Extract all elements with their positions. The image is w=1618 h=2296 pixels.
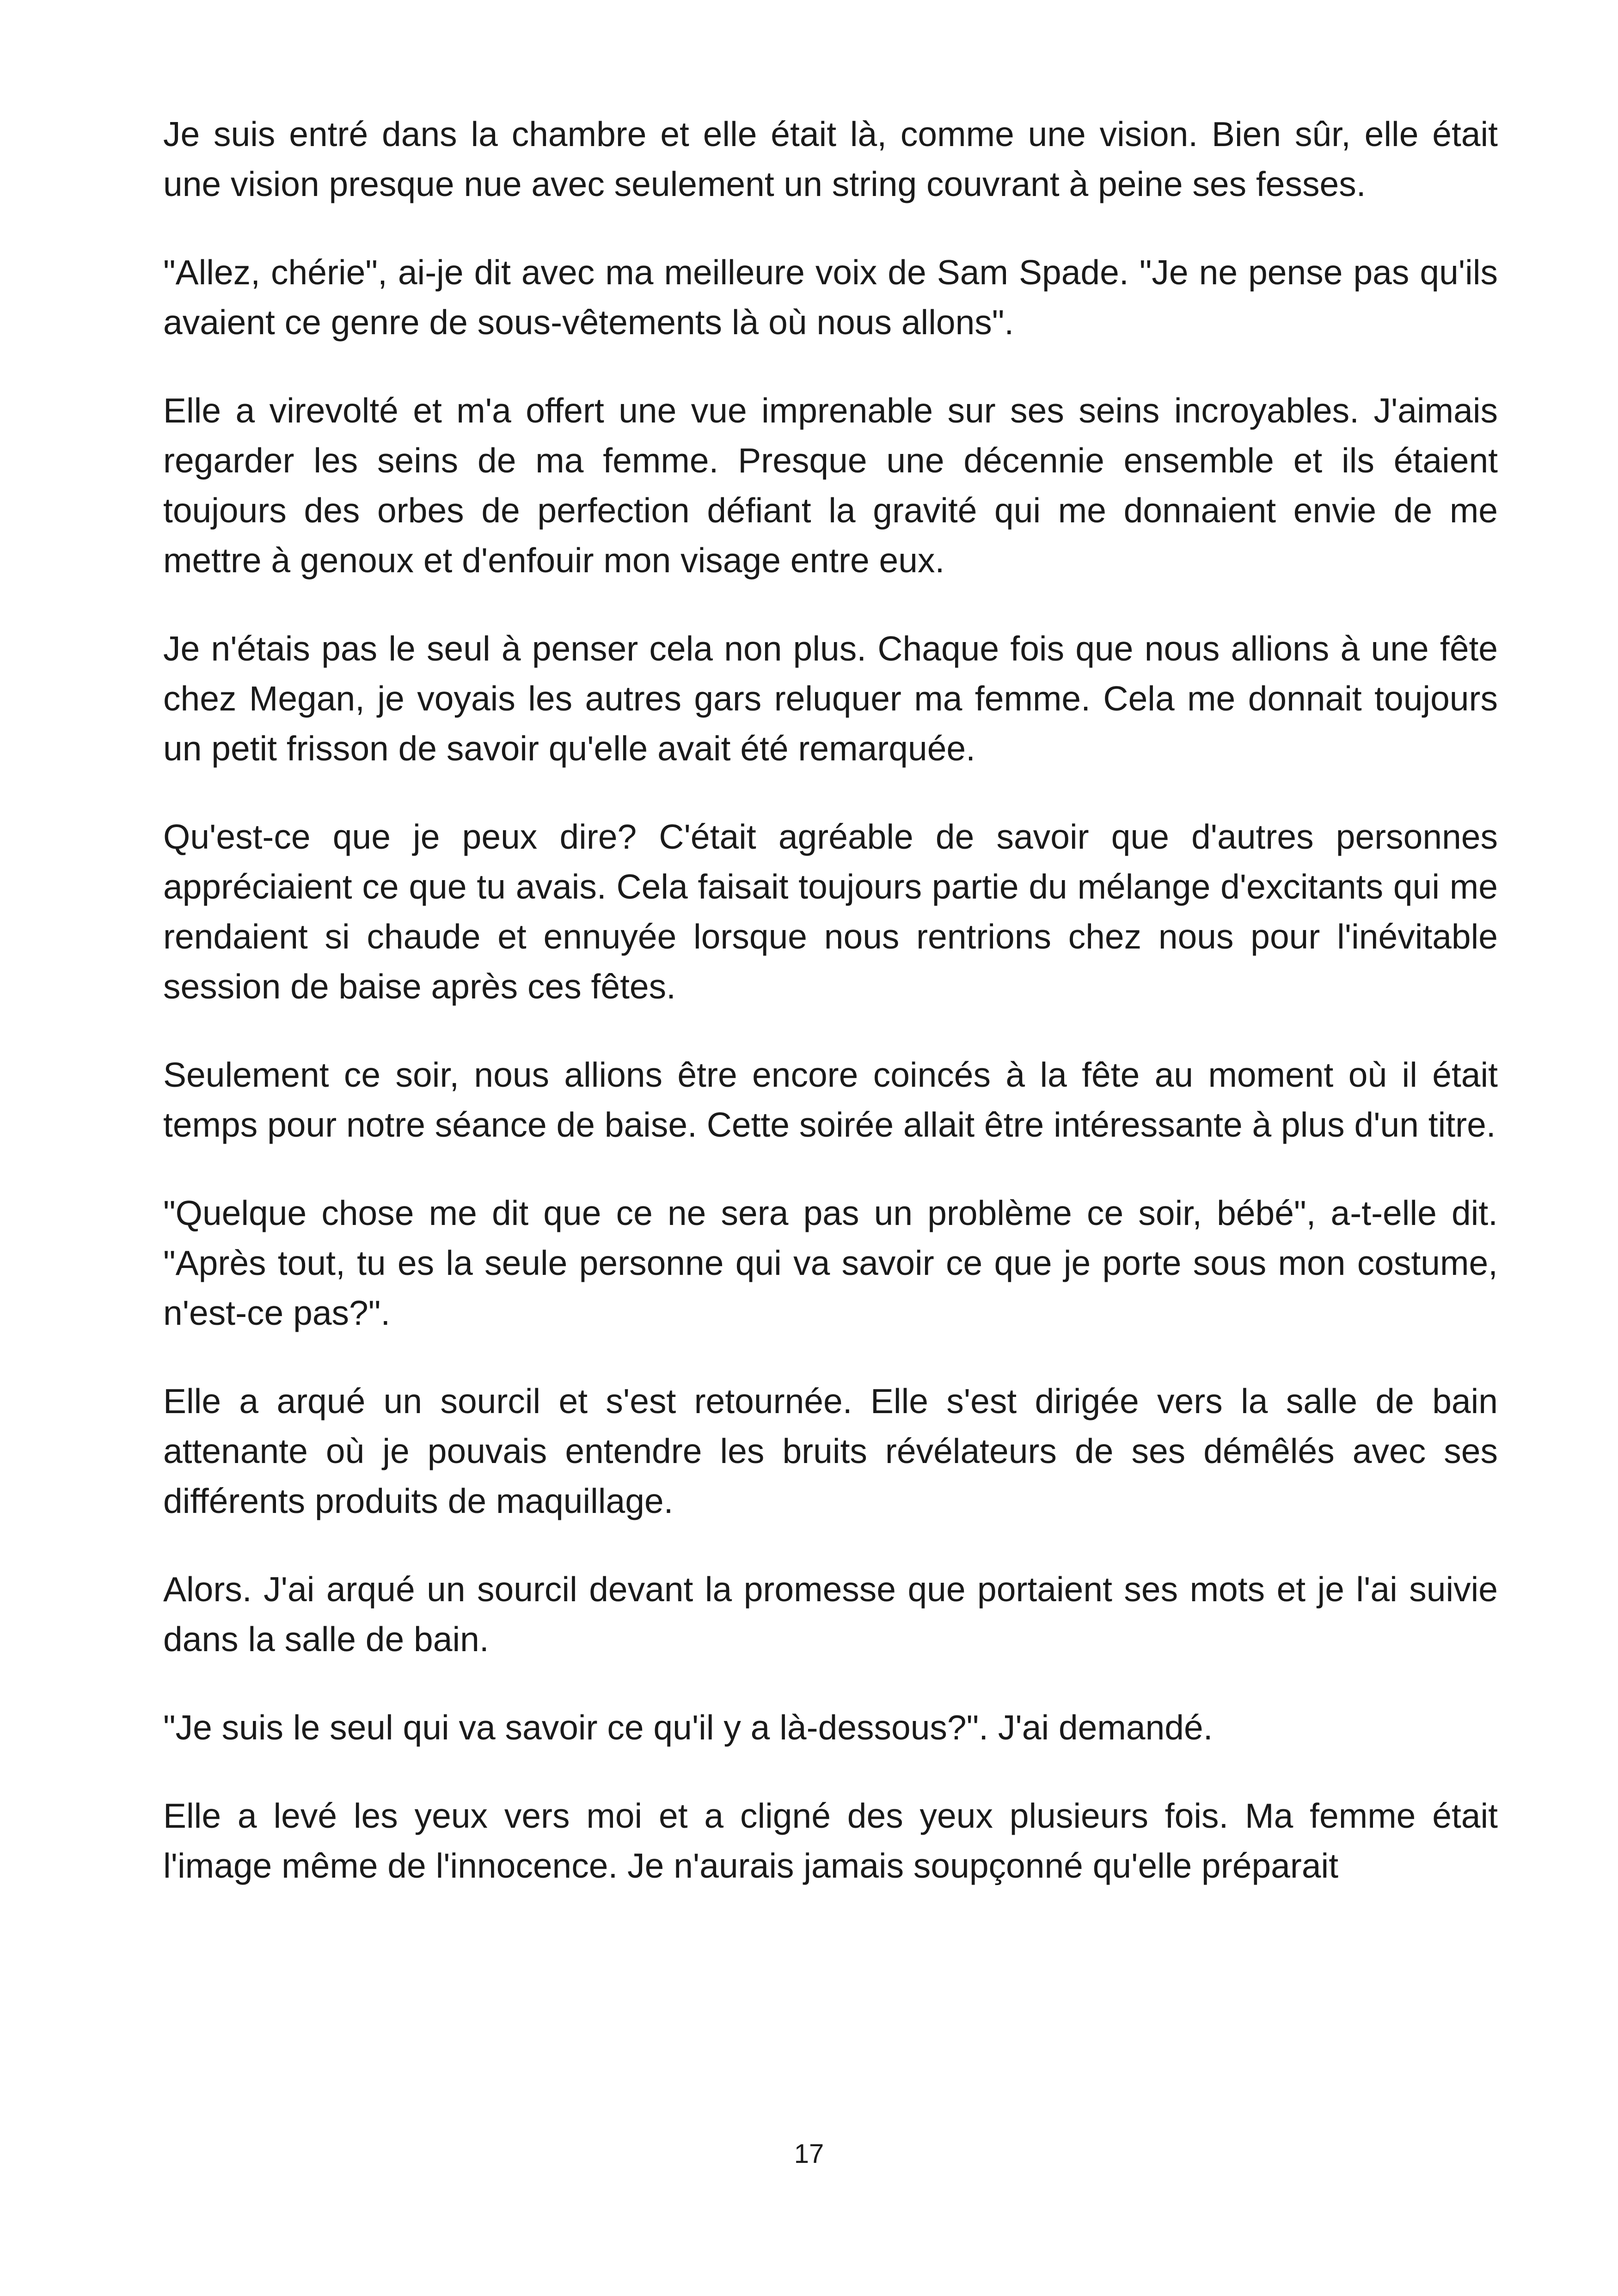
paragraph: "Allez, chérie", ai-je dit avec ma meilleure voix de Sam Spade. "Je ne pense pas qu'ils avaient ce genre de sous-vêtements là où nous allons". (163, 253, 1498, 342)
paragraph: "Je suis le seul qui va savoir ce qu'il y a là-dessous?". J'ai demandé. (163, 1708, 1213, 1747)
paragraph: Qu'est-ce que je peux dire? C'était agréable de savoir que d'autres personnes appréciaient ce que tu avais. Cela faisait toujours partie du mélange d'excitants qui me rendaient si chaude et ennuyée lorsque nous rentrions chez nous pour l'inévitable session de baise après ces fêtes. (163, 817, 1498, 1006)
paragraph: Je n'étais pas le seul à penser cela non plus. Chaque fois que nous allions à une fête chez Megan, je voyais les autres gars reluquer ma femme. Cela me donnait toujours un petit frisson de savoir qu'elle avait été remarquée. (163, 629, 1498, 768)
paragraph: "Quelque chose me dit que ce ne sera pas un problème ce soir, bébé", a-t-elle dit. "Après tout, tu es la seule personne qui va savoir ce que je porte sous mon costume, n'est-ce pas?". (163, 1194, 1498, 1332)
body-text (163, 109, 1498, 1929)
paragraph: Seulement ce soir, nous allions être encore coincés à la fête au moment où il était temps pour notre séance de baise. Cette soirée allait être intéressante à plus d'un titre. (163, 1055, 1498, 1144)
page-number: 17 (794, 2139, 824, 2169)
paragraph: Elle a levé les yeux vers moi et a cligné des yeux plusieurs fois. Ma femme était l'image même de l'innocence. Je n'aurais jamais soupçonné qu'elle préparait (163, 1796, 1498, 1885)
paragraph: Elle a arqué un sourcil et s'est retournée. Elle s'est dirigée vers la salle de bain attenante où je pouvais entendre les bruits révélateurs de ses démêlés avec ses différents produits de maquillage. (163, 1382, 1498, 1520)
paragraph: Elle a virevolté et m'a offert une vue imprenable sur ses seins incroyables. J'aimais regarder les seins de ma femme. Presque une décennie ensemble et ils étaient toujours des orbes de perfection défiant la gravité qui me donnaient envie de me mettre à genoux et d'enfouir mon visage entre eux. (163, 391, 1498, 580)
paragraph: Je suis entré dans la chambre et elle était là, comme une vision. Bien sûr, elle était une vision presque nue avec seulement un string couvrant à peine ses fesses. (163, 115, 1498, 203)
paragraph: Alors. J'ai arqué un sourcil devant la promesse que portaient ses mots et je l'ai suivie dans la salle de bain. (163, 1570, 1498, 1659)
